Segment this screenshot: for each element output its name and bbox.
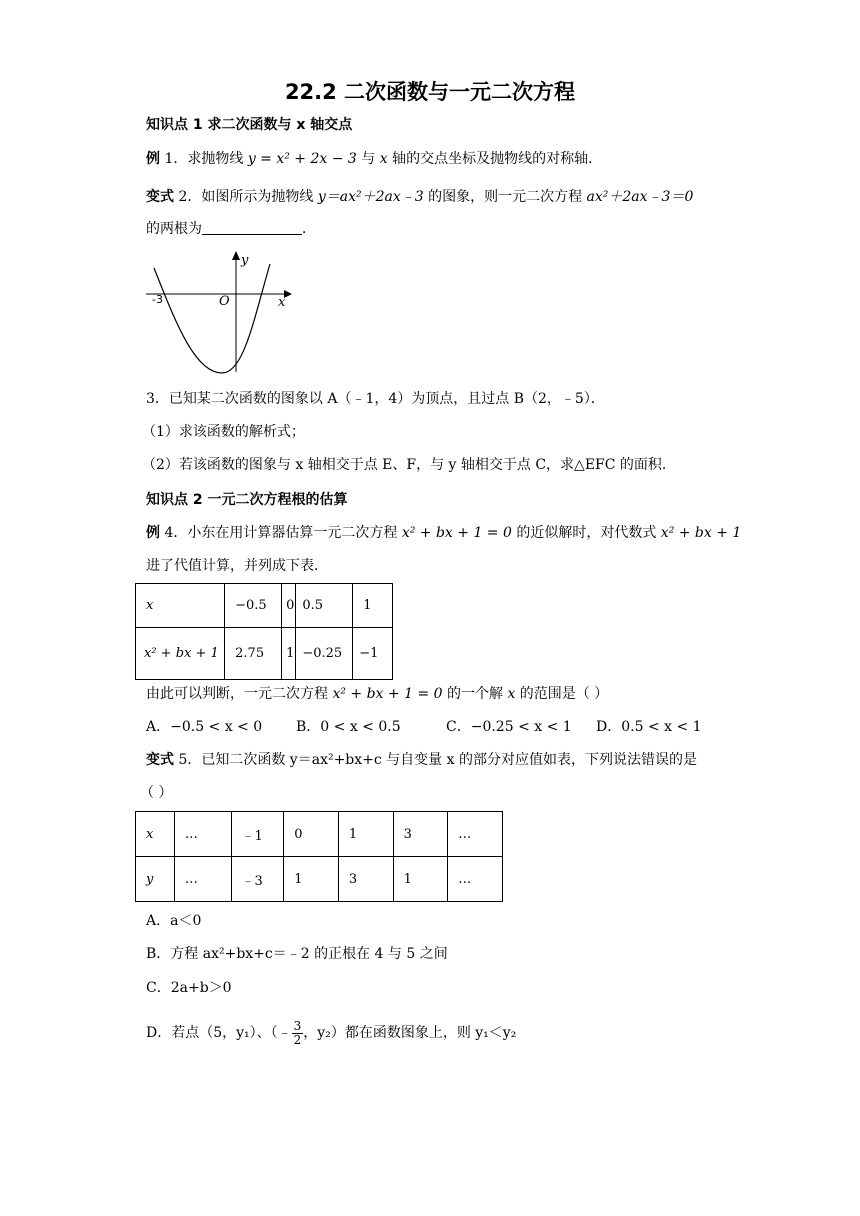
table-cell: … (174, 812, 231, 857)
example-4-line-1 (146, 523, 741, 543)
example-4-question-text-a: 由此可以判断，一元二次方程 (146, 686, 333, 702)
variant-5-choice-b[interactable]: B．方程 ax²+bx+c＝﹣2 的正根在 4 与 5 之间 (146, 946, 448, 962)
fraction-numerator: 3 (293, 1018, 302, 1033)
variant-2-function: y＝ax²＋2ax﹣3 (317, 189, 424, 205)
variant-5-choice-a[interactable]: A．a＜0 (146, 913, 202, 929)
example-4-choice-d[interactable]: D．0.5 < x < 1 (596, 719, 702, 735)
table-cell: … (448, 857, 503, 902)
example-4-choice-b[interactable]: B．0 < x < 0.5 (296, 719, 401, 735)
example-1-text-b: 与 (356, 151, 380, 167)
table-cell: 2.75 (225, 628, 282, 680)
table-row (136, 812, 503, 857)
variant-5-text: 5．已知二次函数 y＝ax²+bx+c 与自变量 x 的部分对应值如表，下列说法错误的是 (174, 752, 697, 768)
table-cell: ﹣3 (231, 857, 284, 902)
variant-2-line-1 (146, 187, 693, 207)
x-axis-label: x (278, 295, 286, 310)
example-4-choice-a[interactable]: A．−0.5 < x < 0 (146, 719, 263, 735)
table-cell: 1 (393, 857, 448, 902)
choice-d-text-a: D．若点（5，y₁）、（﹣ (146, 1025, 292, 1041)
fraction-denominator: 2 (293, 1032, 302, 1047)
example-4-value-table (135, 583, 393, 680)
fraction (292, 1020, 304, 1047)
variant-2-end: ． (302, 221, 316, 237)
example-4-choice-c[interactable]: C．−0.25 < x < 1 (446, 719, 572, 735)
example-4-line-2: 进了代值计算，并列成下表． (146, 558, 328, 574)
variant-5-label: 变式 (146, 752, 174, 768)
table-cell: … (448, 812, 503, 857)
example-1-var: x (379, 151, 388, 167)
y-axis-label: y (241, 253, 249, 268)
example-1-text: 1．求抛物线 (160, 151, 248, 167)
variant-2-label: 变式 (146, 189, 174, 205)
table-cell: 1 (284, 857, 339, 902)
example-1 (146, 149, 602, 169)
variant-2-equation: ax²＋2ax﹣3＝0 (586, 189, 694, 205)
knowledge-point-2-heading: 知识点 2 一元二次方程根的估算 (146, 492, 348, 508)
root-tick-label: -3 (152, 293, 163, 306)
example-4-expression: x² + bx + 1 (660, 525, 742, 541)
variant-5-choice-c[interactable]: C．2a+b＞0 (146, 980, 232, 996)
example-4-text-a: 4．小东在用计算器估算一元二次方程 (160, 525, 402, 541)
table-cell: 0 (284, 812, 339, 857)
table-cell: −0.5 (225, 584, 282, 628)
table-cell: x (136, 584, 225, 628)
example-4-question-var: x (507, 686, 516, 702)
table-cell: x² + bx + 1 (136, 628, 225, 680)
variant-5-choice-d[interactable] (146, 1013, 516, 1053)
variant-5-paren: （ ） (140, 785, 173, 801)
variant-2-line-2 (146, 219, 316, 239)
table-cell: y (136, 857, 175, 902)
origin-label: O (219, 294, 230, 309)
variant-2-text-b: 的图象，则一元二次方程 (423, 189, 587, 205)
example-4-question-text-c: 的范围是（ ） (515, 686, 609, 702)
example-1-text-c: 轴的交点坐标及抛物线的对称轴． (387, 151, 603, 167)
variant-2-text-a: 2．如图所示为抛物线 (174, 189, 318, 205)
knowledge-point-1-heading: 知识点 1 求二次函数与 x 轴交点 (146, 117, 353, 133)
example-4-text-b: 的近似解时，对代数式 (511, 525, 661, 541)
table-cell: 1 (282, 628, 296, 680)
variant-5-value-table (135, 811, 503, 902)
table-row (136, 857, 503, 902)
choice-d-text-b: ，y₂）都在函数图象上，则 y₁＜y₂ (303, 1025, 517, 1041)
parabola-graph (144, 248, 294, 378)
variant-2-roots-text: 的两根为 (146, 221, 202, 237)
parabola-curve (154, 264, 270, 373)
question-3-part-2: （2）若该函数的图象与 x 轴相交于点 E、F，与 y 轴相交于点 C，求△EFC 的面积． (142, 457, 676, 473)
table-cell: 1 (353, 584, 393, 628)
table-cell: 0.5 (296, 584, 353, 628)
example-4-label: 例 (146, 525, 160, 541)
example-1-formula: y = x² + 2x − 3 (247, 151, 357, 167)
page-title: 22.2 二次函数与一元二次方程 (284, 80, 576, 104)
example-4-question (146, 684, 608, 704)
variant-5-line-1 (146, 750, 697, 770)
table-cell: … (174, 857, 231, 902)
table-cell: −1 (353, 628, 393, 680)
table-cell: −0.25 (296, 628, 353, 680)
answer-blank[interactable] (202, 220, 302, 235)
example-4-question-text-b: 的一个解 (442, 686, 508, 702)
y-axis-arrow (232, 251, 240, 260)
table-row (136, 628, 393, 680)
table-cell: 3 (338, 857, 393, 902)
table-cell: 3 (393, 812, 448, 857)
table-cell: x (136, 812, 175, 857)
table-cell: 0 (282, 584, 296, 628)
example-4-equation: x² + bx + 1 = 0 (401, 525, 512, 541)
question-3-part-1: （1）求该函数的解析式； (142, 424, 305, 440)
table-cell: 1 (338, 812, 393, 857)
example-1-label: 例 (146, 151, 160, 167)
example-4-question-equation: x² + bx + 1 = 0 (332, 686, 443, 702)
question-3: 3．已知某二次函数的图象以 A（﹣1，4）为顶点，且过点 B（2，﹣5）． (146, 391, 605, 407)
table-row (136, 584, 393, 628)
table-cell: ﹣1 (231, 812, 284, 857)
